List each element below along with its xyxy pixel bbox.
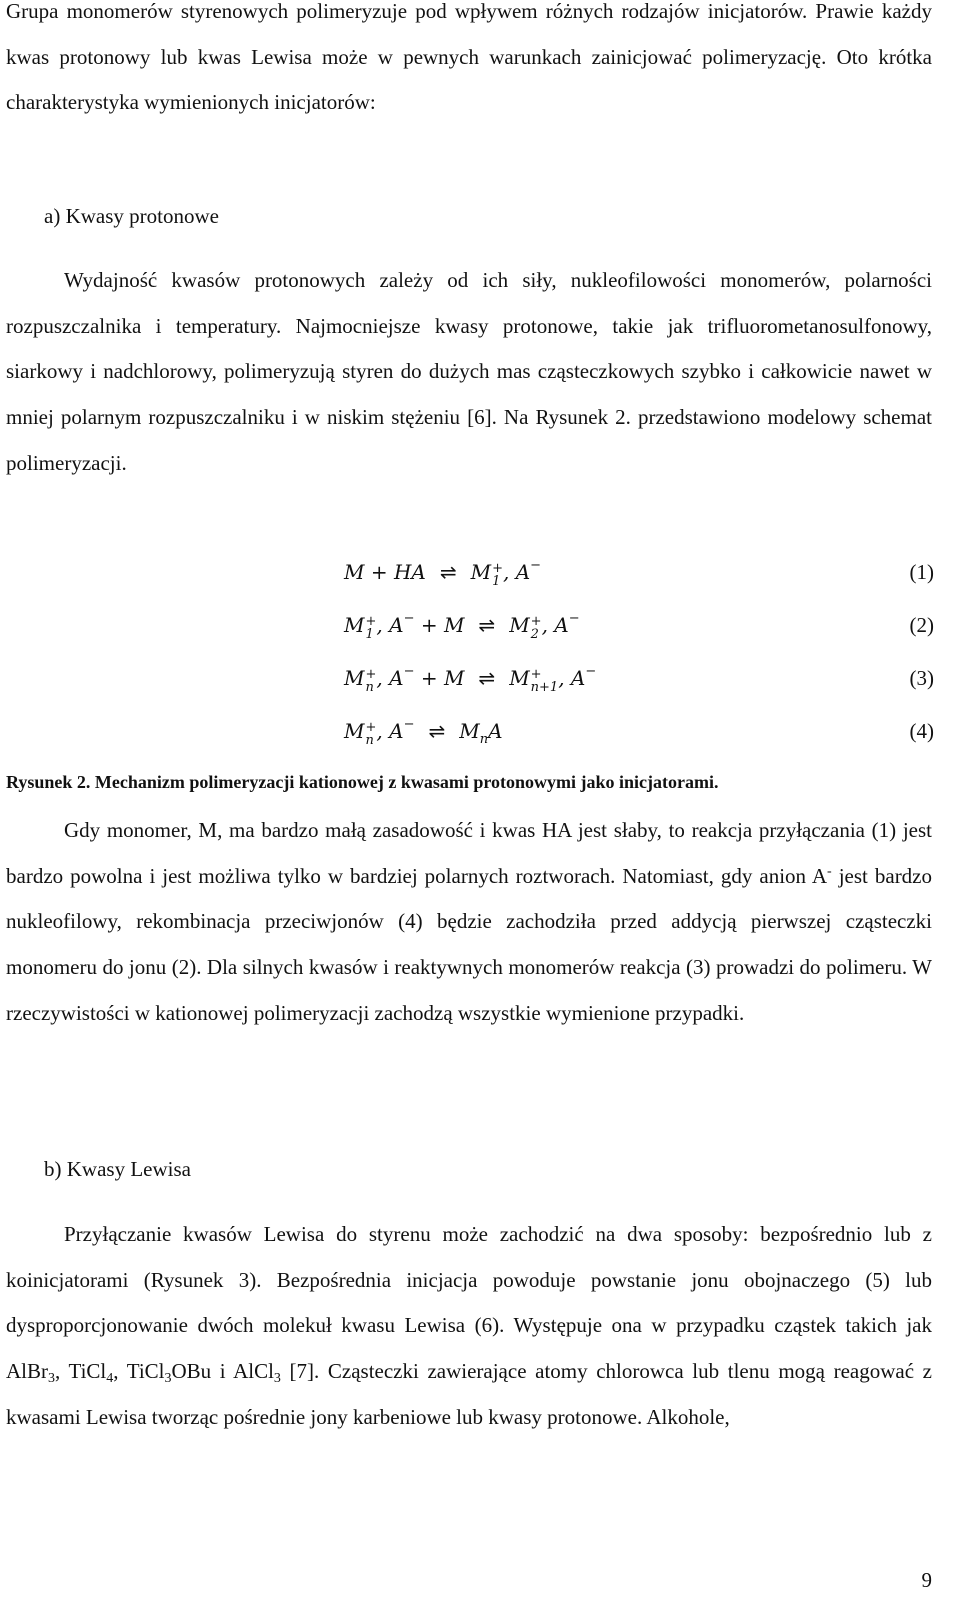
equation-2-number: (2) bbox=[909, 613, 934, 637]
equation-1-expression: M + HA ⇌ M + 1 , A− bbox=[344, 558, 542, 589]
equation-1-number: (1) bbox=[909, 560, 934, 584]
section-b-heading: b) Kwasy Lewisa bbox=[44, 1157, 191, 1181]
equation-3 bbox=[0, 666, 934, 700]
subscript: 3 bbox=[164, 1371, 172, 1387]
figure-caption: Rysunek 2. Mechanizm polimeryzacji kationowej z kwasami protonowymi jako inicjatorami. bbox=[6, 772, 719, 792]
section-b-text-c: , TiCl bbox=[113, 1359, 165, 1384]
subscript: 4 bbox=[106, 1371, 114, 1387]
equation-4 bbox=[0, 719, 934, 753]
subscript: 3 bbox=[48, 1371, 55, 1387]
paragraph-2-text-b: jest bardzo nukleofilowy, rekombinacja przeciwjonów (4) będzie zachodziła przed addycją pierwszej cząsteczki monomeru do jonu (2). Dla silnych kwasów i reaktywnych monomerów reakcja (3) prowadzi do polimeru. W rzeczywistości w kationowej polimeryzacji zachodzą wszystkie wymienione przypadki. bbox=[6, 863, 933, 1025]
section-b-text-d: OBu i AlCl bbox=[171, 1359, 274, 1384]
equation-4-expression: M + n , A− ⇌ $M_nA$ bbox=[344, 717, 503, 748]
equation-3-number: (3) bbox=[909, 666, 934, 690]
section-b-paragraph bbox=[6, 1212, 932, 1441]
section-b-text-e: [7]. Cząsteczki zawierające atomy chlorowca lub tlenu mogą reagować z kwasami Lewisa tworząc pośrednie jony karbeniowe lub kwasy protonowe. Alkohole, bbox=[6, 1359, 932, 1429]
equation-2 bbox=[0, 613, 934, 647]
section-a-paragraph: Wydajność kwasów protonowych zależy od ich siły, nukleofilowości monomerów, polarności rozpuszczalnika i temperatury. Najmocniejsze kwasy protonowe, takie jak trifluorometanosulfonowy, siarkowy i nadchlorowy, polimeryzują styren do dużych mas cząsteczkowych szybko i całkowicie nawet w mniej polarnym rozpuszczalniku i w niskim stężeniu [6]. Na Rysunek 2. przedstawiono modelowy schemat polimeryzacji. bbox=[6, 268, 932, 475]
paragraph-2 bbox=[6, 808, 932, 1037]
section-b-text-a: Przyłączanie kwasów Lewisa do styrenu może zachodzić na dwa sposoby: bezpośrednio lub z koinicjatorami (Rysunek 3). Bezpośrednia inicjacja powoduje powstanie jonu obojnaczego (5) lub dysproporcjonowanie dwóch molekuł kwasu Lewisa (6). Występuje ona w przypadku cząstek takich jak AlBr bbox=[6, 1222, 932, 1384]
section-a-heading: a) Kwasy protonowe bbox=[44, 204, 219, 228]
equation-1 bbox=[0, 560, 934, 594]
section-b-text-b: , TiCl bbox=[55, 1359, 107, 1384]
anion-superscript: - bbox=[827, 863, 832, 879]
paragraph-2-text-a: Gdy monomer, M, ma bardzo małą zasadowość i kwas HA jest słaby, to reakcja przyłączania (1) jest bardzo powolna i jest możliwa tylko w bardziej polarnych roztworach. Natomiast, gdy anion A bbox=[6, 818, 932, 888]
intro-paragraph: Grupa monomerów styrenowych polimeryzuje pod wpływem różnych rodzajów inicjatorów. Prawie każdy kwas protonowy lub kwas Lewisa może w pewnych warunkach zainicjować polimeryzację. Oto krótka charakterystyka wymienionych inicjatorów: bbox=[6, 0, 932, 115]
equation-2-expression: M + 1 , A− + M ⇌ M + 2 , A− bbox=[344, 611, 580, 642]
subscript: 3 bbox=[273, 1371, 281, 1387]
equation-4-number: (4) bbox=[909, 719, 934, 743]
equation-3-expression: M + n , A− + M ⇌ M + n+1 , A− bbox=[344, 664, 597, 695]
page-number: 9 bbox=[921, 1568, 932, 1592]
